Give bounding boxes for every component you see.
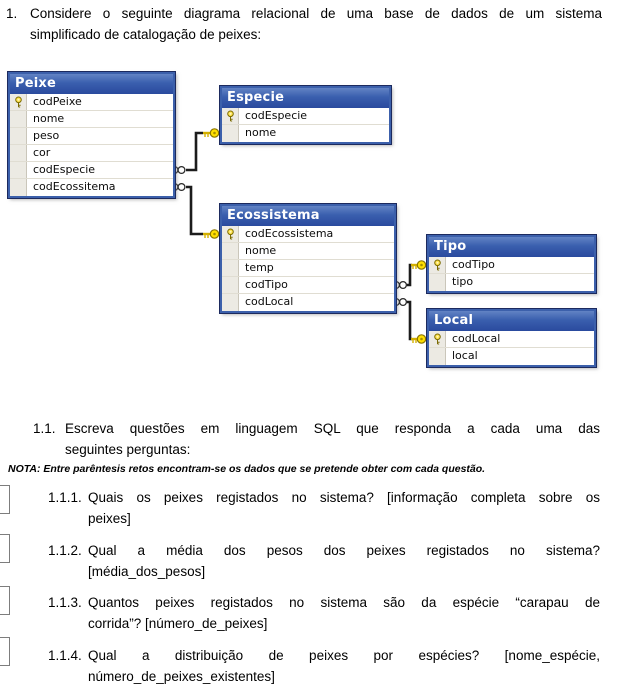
table-ecossistema-title: Ecossistema [222,206,394,226]
question-1-1-number: 1.1. [33,421,56,436]
field-name: codPeixe [33,95,82,108]
field-name: codTipo [245,278,288,291]
primary-key-icon [433,259,442,272]
field-name: codTipo [452,258,495,271]
nota-text: NOTA: Entre parêntesis retos encontram-se os dados que se pretende obter com cada questão. [8,463,486,475]
key-end-icon [411,261,426,269]
answer-box [0,485,10,514]
field-name: cor [33,146,51,159]
table-especie [220,86,391,144]
question-1-1-3-line-1: Quantos peixes registados no sistema são da espécie “carapau de [88,595,600,610]
question-1-1-4-line-1: Qual a distribuição de peixes por espécies? [nome_espécie, [88,648,600,663]
field-row [10,94,173,111]
field-row [429,274,594,291]
question-1-1-line-2: seguintes perguntas: [65,442,191,457]
field-name: temp [245,261,274,274]
table-tipo-title: Tipo [429,237,594,257]
field-row [222,243,394,260]
question-1-1-2-line-2: [média_dos_pesos] [88,564,206,579]
intro-line-2: simplificado de catalogação de peixes: [30,27,262,42]
primary-key-icon [14,96,23,109]
field-row [222,125,389,142]
field-name: local [452,349,478,362]
key-end-icon [203,230,219,238]
field-row [222,226,394,243]
field-name: peso [33,129,60,142]
relation-peixe-ecossistema [171,184,219,239]
question-1-1-1-line-2: peixes] [88,511,131,526]
field-name: nome [245,244,277,257]
key-end-icon [411,335,426,343]
intro-line-1: Considere o seguinte diagrama relacional de uma base de dados de um sistema [30,6,602,21]
question-1-number: 1. [6,6,18,21]
primary-key-icon [433,333,442,346]
field-name: nome [33,112,65,125]
field-row [10,128,173,145]
field-row [222,108,389,125]
table-tipo [427,235,596,293]
question-1-1-1-line-1: Quais os peixes registados no sistema? [informação completa sobre os [88,490,600,505]
question-1-1-1-number: 1.1.1. [48,490,82,505]
table-local-title: Local [429,311,594,331]
field-name: codLocal [452,332,501,345]
answer-box [0,534,10,563]
relation-ecossistema-local [393,299,426,344]
table-local [427,309,596,367]
primary-key-icon [226,228,235,241]
question-1-1-3-number: 1.1.3. [48,595,82,610]
primary-key-icon [226,110,235,123]
question-1-1 [65,418,600,460]
field-row [10,162,173,179]
field-row [10,145,173,162]
field-row [429,257,594,274]
field-row [10,179,173,196]
field-name: codEcossistema [245,227,334,240]
field-row [222,294,394,311]
question-1-1-line-1: Escreva questões em linguagem SQL que responda a cada uma das [65,421,600,436]
question-1-1-4-number: 1.1.4. [48,648,82,663]
field-name: codEspecie [245,109,308,122]
answer-box [0,637,10,666]
field-row [222,277,394,294]
relation-peixe-especie [171,129,219,174]
question-1-1-1 [88,487,600,529]
question-1-1-2 [88,540,600,582]
field-row [429,331,594,348]
field-row [429,348,594,365]
field-name: codEcossitema [33,180,116,193]
field-row [222,260,394,277]
field-name: tipo [452,275,474,288]
field-row [10,111,173,128]
question-1-1-4-line-2: número_de_peixes_existentes] [88,669,275,684]
question-1-1-3-line-2: corrida”? [número_de_peixes] [88,616,268,631]
table-especie-title: Especie [222,88,389,108]
question-1-1-3 [88,592,600,634]
table-peixe-title: Peixe [10,74,173,94]
question-1-1-4 [88,645,600,687]
question-1-1-2-number: 1.1.2. [48,543,82,558]
field-name: nome [245,126,277,139]
key-end-icon [203,129,219,137]
question-1-1-2-line-1: Qual a média dos pesos dos peixes registados no sistema? [88,543,600,558]
field-name: codLocal [245,295,294,308]
field-name: codEspecie [33,163,96,176]
table-peixe [8,72,175,198]
answer-box [0,586,10,615]
table-ecossistema [220,204,396,313]
relation-ecossistema-tipo [393,261,426,289]
